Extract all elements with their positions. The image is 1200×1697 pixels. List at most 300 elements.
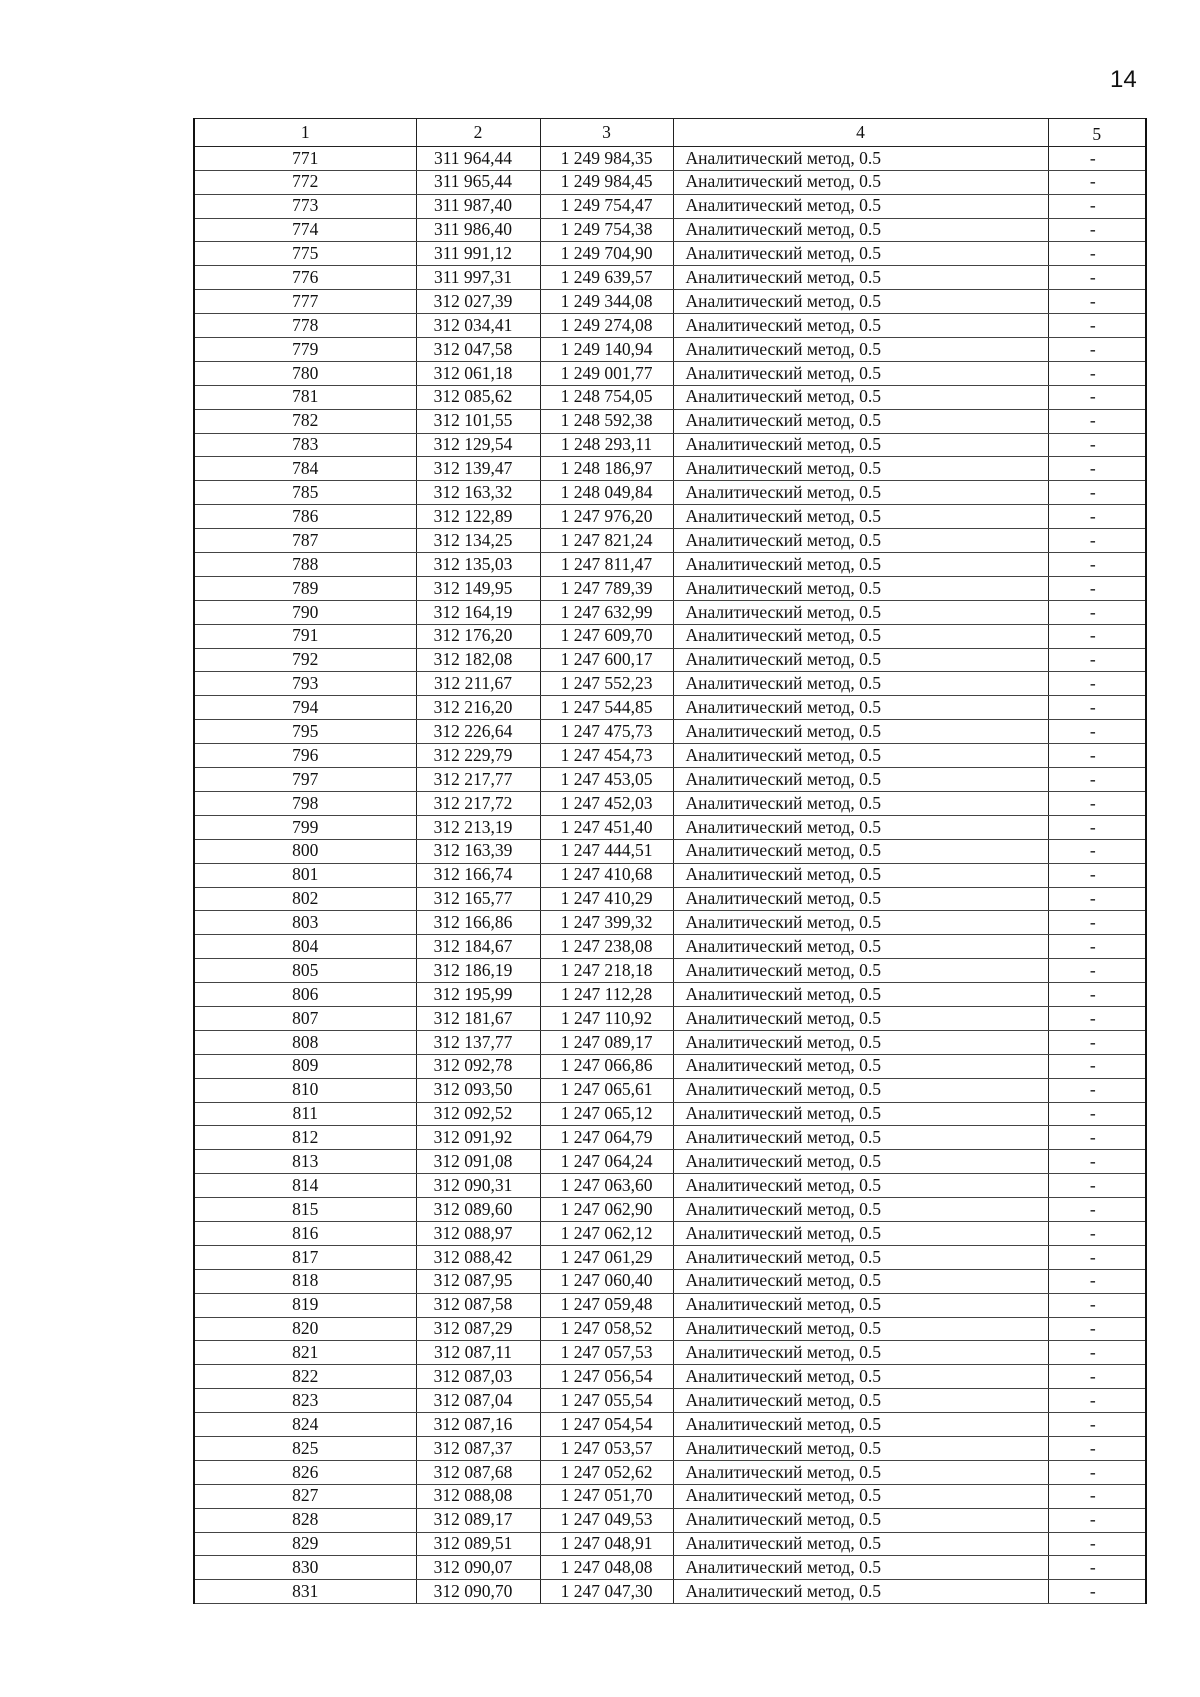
y-coordinate-cell: 1 247 057,53 (540, 1341, 673, 1365)
y-coordinate-cell: 1 247 055,54 (540, 1389, 673, 1413)
method-cell: Аналитический метод, 0.5 (673, 218, 1048, 242)
point-number-cell: 780 (194, 361, 416, 385)
y-coordinate-cell: 1 247 063,60 (540, 1174, 673, 1198)
table-row (194, 648, 1146, 672)
y-coordinate-cell: 1 249 001,77 (540, 361, 673, 385)
point-number-cell: 817 (194, 1245, 416, 1269)
note-cell: - (1048, 1484, 1146, 1508)
point-number-cell: 824 (194, 1413, 416, 1437)
table-row (194, 1174, 1146, 1198)
note-cell: - (1048, 1341, 1146, 1365)
x-coordinate-cell: 312 091,92 (416, 1126, 540, 1150)
x-coordinate-cell: 312 087,29 (416, 1317, 540, 1341)
x-coordinate-cell: 312 186,19 (416, 959, 540, 983)
method-cell: Аналитический метод, 0.5 (673, 1174, 1048, 1198)
x-coordinate-cell: 312 092,52 (416, 1102, 540, 1126)
y-coordinate-cell: 1 249 704,90 (540, 242, 673, 266)
x-coordinate-cell: 311 964,44 (416, 146, 540, 170)
y-coordinate-cell: 1 247 552,23 (540, 672, 673, 696)
y-coordinate-cell: 1 249 984,45 (540, 170, 673, 194)
note-cell: - (1048, 600, 1146, 624)
method-cell: Аналитический метод, 0.5 (673, 361, 1048, 385)
note-cell: - (1048, 242, 1146, 266)
method-cell: Аналитический метод, 0.5 (673, 1389, 1048, 1413)
point-number-cell: 810 (194, 1078, 416, 1102)
point-number-cell: 809 (194, 1054, 416, 1078)
note-cell: - (1048, 338, 1146, 362)
point-number-cell: 794 (194, 696, 416, 720)
point-number-cell: 831 (194, 1580, 416, 1604)
point-number-cell: 772 (194, 170, 416, 194)
note-cell: - (1048, 1150, 1146, 1174)
x-coordinate-cell: 312 101,55 (416, 409, 540, 433)
note-cell: - (1048, 1508, 1146, 1532)
point-number-cell: 803 (194, 911, 416, 935)
point-number-cell: 800 (194, 839, 416, 863)
x-coordinate-cell: 312 087,58 (416, 1293, 540, 1317)
method-cell: Аналитический метод, 0.5 (673, 1030, 1048, 1054)
y-coordinate-cell: 1 249 344,08 (540, 290, 673, 314)
point-number-cell: 827 (194, 1484, 416, 1508)
x-coordinate-cell: 312 087,37 (416, 1436, 540, 1460)
table-row (194, 529, 1146, 553)
y-coordinate-cell: 1 247 058,52 (540, 1317, 673, 1341)
point-number-cell: 792 (194, 648, 416, 672)
x-coordinate-cell: 312 137,77 (416, 1030, 540, 1054)
point-number-cell: 785 (194, 481, 416, 505)
method-cell: Аналитический метод, 0.5 (673, 1413, 1048, 1437)
x-coordinate-cell: 312 163,32 (416, 481, 540, 505)
x-coordinate-cell: 312 085,62 (416, 385, 540, 409)
table-header-row (194, 119, 1146, 147)
method-cell: Аналитический метод, 0.5 (673, 1102, 1048, 1126)
point-number-cell: 789 (194, 576, 416, 600)
y-coordinate-cell: 1 247 089,17 (540, 1030, 673, 1054)
point-number-cell: 773 (194, 194, 416, 218)
x-coordinate-cell: 312 139,47 (416, 457, 540, 481)
x-coordinate-cell: 312 092,78 (416, 1054, 540, 1078)
point-number-cell: 788 (194, 553, 416, 577)
table-row (194, 1341, 1146, 1365)
x-coordinate-cell: 312 195,99 (416, 983, 540, 1007)
note-cell: - (1048, 1365, 1146, 1389)
table-row (194, 457, 1146, 481)
y-coordinate-cell: 1 249 984,35 (540, 146, 673, 170)
table-row (194, 218, 1146, 242)
point-number-cell: 815 (194, 1198, 416, 1222)
note-cell: - (1048, 648, 1146, 672)
x-coordinate-cell: 311 987,40 (416, 194, 540, 218)
x-coordinate-cell: 312 217,72 (416, 791, 540, 815)
x-coordinate-cell: 312 089,51 (416, 1532, 540, 1556)
method-cell: Аналитический метод, 0.5 (673, 791, 1048, 815)
column-header-5: 5 (1048, 119, 1146, 147)
note-cell: - (1048, 1460, 1146, 1484)
point-number-cell: 829 (194, 1532, 416, 1556)
table-row (194, 672, 1146, 696)
note-cell: - (1048, 314, 1146, 338)
method-cell: Аналитический метод, 0.5 (673, 1221, 1048, 1245)
x-coordinate-cell: 312 176,20 (416, 624, 540, 648)
method-cell: Аналитический метод, 0.5 (673, 194, 1048, 218)
note-cell: - (1048, 1126, 1146, 1150)
x-coordinate-cell: 312 047,58 (416, 338, 540, 362)
method-cell: Аналитический метод, 0.5 (673, 696, 1048, 720)
x-coordinate-cell: 312 090,70 (416, 1580, 540, 1604)
point-number-cell: 816 (194, 1221, 416, 1245)
note-cell: - (1048, 1269, 1146, 1293)
x-coordinate-cell: 312 165,77 (416, 887, 540, 911)
x-coordinate-cell: 312 090,31 (416, 1174, 540, 1198)
x-coordinate-cell: 312 134,25 (416, 529, 540, 553)
x-coordinate-cell: 312 087,68 (416, 1460, 540, 1484)
x-coordinate-cell: 312 034,41 (416, 314, 540, 338)
table-row (194, 1460, 1146, 1484)
note-cell: - (1048, 1102, 1146, 1126)
note-cell: - (1048, 1078, 1146, 1102)
method-cell: Аналитический метод, 0.5 (673, 170, 1048, 194)
note-cell: - (1048, 1293, 1146, 1317)
point-number-cell: 781 (194, 385, 416, 409)
table-row (194, 935, 1146, 959)
x-coordinate-cell: 312 211,67 (416, 672, 540, 696)
point-number-cell: 825 (194, 1436, 416, 1460)
table-row (194, 983, 1146, 1007)
method-cell: Аналитический метод, 0.5 (673, 935, 1048, 959)
note-cell: - (1048, 218, 1146, 242)
point-number-cell: 826 (194, 1460, 416, 1484)
x-coordinate-cell: 311 991,12 (416, 242, 540, 266)
method-cell: Аналитический метод, 0.5 (673, 672, 1048, 696)
method-cell: Аналитический метод, 0.5 (673, 1054, 1048, 1078)
y-coordinate-cell: 1 247 059,48 (540, 1293, 673, 1317)
x-coordinate-cell: 312 091,08 (416, 1150, 540, 1174)
table-row (194, 481, 1146, 505)
y-coordinate-cell: 1 247 110,92 (540, 1006, 673, 1030)
x-coordinate-cell: 311 997,31 (416, 266, 540, 290)
table-row (194, 1556, 1146, 1580)
x-coordinate-cell: 312 129,54 (416, 433, 540, 457)
method-cell: Аналитический метод, 0.5 (673, 457, 1048, 481)
note-cell: - (1048, 959, 1146, 983)
point-number-cell: 807 (194, 1006, 416, 1030)
x-coordinate-cell: 312 089,17 (416, 1508, 540, 1532)
note-cell: - (1048, 457, 1146, 481)
point-number-cell: 797 (194, 768, 416, 792)
note-cell: - (1048, 1198, 1146, 1222)
method-cell: Аналитический метод, 0.5 (673, 290, 1048, 314)
table-row (194, 791, 1146, 815)
x-coordinate-cell: 312 184,67 (416, 935, 540, 959)
table-row (194, 863, 1146, 887)
note-cell: - (1048, 696, 1146, 720)
x-coordinate-cell: 312 226,64 (416, 720, 540, 744)
y-coordinate-cell: 1 247 053,57 (540, 1436, 673, 1460)
y-coordinate-cell: 1 247 218,18 (540, 959, 673, 983)
x-coordinate-cell: 312 182,08 (416, 648, 540, 672)
method-cell: Аналитический метод, 0.5 (673, 839, 1048, 863)
note-cell: - (1048, 1580, 1146, 1604)
method-cell: Аналитический метод, 0.5 (673, 146, 1048, 170)
note-cell: - (1048, 553, 1146, 577)
y-coordinate-cell: 1 247 062,12 (540, 1221, 673, 1245)
note-cell: - (1048, 768, 1146, 792)
point-number-cell: 822 (194, 1365, 416, 1389)
y-coordinate-cell: 1 247 451,40 (540, 815, 673, 839)
table-row (194, 768, 1146, 792)
y-coordinate-cell: 1 248 186,97 (540, 457, 673, 481)
method-cell: Аналитический метод, 0.5 (673, 1293, 1048, 1317)
table-row (194, 959, 1146, 983)
x-coordinate-cell: 312 166,74 (416, 863, 540, 887)
table-row (194, 314, 1146, 338)
point-number-cell: 796 (194, 744, 416, 768)
y-coordinate-cell: 1 248 754,05 (540, 385, 673, 409)
column-header-4: 4 (673, 119, 1048, 147)
table-row (194, 385, 1146, 409)
table-row (194, 1054, 1146, 1078)
point-number-cell: 774 (194, 218, 416, 242)
point-number-cell: 820 (194, 1317, 416, 1341)
y-coordinate-cell: 1 248 293,11 (540, 433, 673, 457)
y-coordinate-cell: 1 247 065,61 (540, 1078, 673, 1102)
x-coordinate-cell: 312 090,07 (416, 1556, 540, 1580)
table-row (194, 1006, 1146, 1030)
point-number-cell: 801 (194, 863, 416, 887)
point-number-cell: 804 (194, 935, 416, 959)
x-coordinate-cell: 312 061,18 (416, 361, 540, 385)
note-cell: - (1048, 409, 1146, 433)
note-cell: - (1048, 146, 1146, 170)
method-cell: Аналитический метод, 0.5 (673, 1126, 1048, 1150)
table-row (194, 553, 1146, 577)
point-number-cell: 782 (194, 409, 416, 433)
x-coordinate-cell: 312 216,20 (416, 696, 540, 720)
point-number-cell: 779 (194, 338, 416, 362)
note-cell: - (1048, 791, 1146, 815)
table-row (194, 839, 1146, 863)
x-coordinate-cell: 312 093,50 (416, 1078, 540, 1102)
point-number-cell: 812 (194, 1126, 416, 1150)
method-cell: Аналитический метод, 0.5 (673, 553, 1048, 577)
table-row (194, 1221, 1146, 1245)
table-row (194, 600, 1146, 624)
table-row (194, 1293, 1146, 1317)
x-coordinate-cell: 312 088,08 (416, 1484, 540, 1508)
y-coordinate-cell: 1 247 112,28 (540, 983, 673, 1007)
note-cell: - (1048, 887, 1146, 911)
method-cell: Аналитический метод, 0.5 (673, 1317, 1048, 1341)
y-coordinate-cell: 1 247 410,68 (540, 863, 673, 887)
x-coordinate-cell: 312 164,19 (416, 600, 540, 624)
point-number-cell: 786 (194, 505, 416, 529)
note-cell: - (1048, 529, 1146, 553)
table-row (194, 911, 1146, 935)
note-cell: - (1048, 863, 1146, 887)
note-cell: - (1048, 1317, 1146, 1341)
y-coordinate-cell: 1 247 054,54 (540, 1413, 673, 1437)
x-coordinate-cell: 312 027,39 (416, 290, 540, 314)
table-row (194, 744, 1146, 768)
method-cell: Аналитический метод, 0.5 (673, 433, 1048, 457)
method-cell: Аналитический метод, 0.5 (673, 481, 1048, 505)
point-number-cell: 821 (194, 1341, 416, 1365)
table-row (194, 624, 1146, 648)
method-cell: Аналитический метод, 0.5 (673, 624, 1048, 648)
x-coordinate-cell: 312 088,42 (416, 1245, 540, 1269)
y-coordinate-cell: 1 247 444,51 (540, 839, 673, 863)
point-number-cell: 799 (194, 815, 416, 839)
point-number-cell: 823 (194, 1389, 416, 1413)
point-number-cell: 791 (194, 624, 416, 648)
method-cell: Аналитический метод, 0.5 (673, 1556, 1048, 1580)
method-cell: Аналитический метод, 0.5 (673, 529, 1048, 553)
table-row (194, 1365, 1146, 1389)
note-cell: - (1048, 1436, 1146, 1460)
method-cell: Аналитический метод, 0.5 (673, 1580, 1048, 1604)
note-cell: - (1048, 815, 1146, 839)
note-cell: - (1048, 1221, 1146, 1245)
y-coordinate-cell: 1 247 064,79 (540, 1126, 673, 1150)
y-coordinate-cell: 1 247 049,53 (540, 1508, 673, 1532)
table-row (194, 338, 1146, 362)
y-coordinate-cell: 1 247 051,70 (540, 1484, 673, 1508)
table-row (194, 1317, 1146, 1341)
column-header-2: 2 (416, 119, 540, 147)
x-coordinate-cell: 312 087,04 (416, 1389, 540, 1413)
table-row (194, 1269, 1146, 1293)
method-cell: Аналитический метод, 0.5 (673, 338, 1048, 362)
y-coordinate-cell: 1 247 410,29 (540, 887, 673, 911)
table-row (194, 290, 1146, 314)
x-coordinate-cell: 312 122,89 (416, 505, 540, 529)
point-number-cell: 771 (194, 146, 416, 170)
x-coordinate-cell: 312 213,19 (416, 815, 540, 839)
method-cell: Аналитический метод, 0.5 (673, 768, 1048, 792)
note-cell: - (1048, 1532, 1146, 1556)
note-cell: - (1048, 983, 1146, 1007)
table-row (194, 815, 1146, 839)
y-coordinate-cell: 1 247 632,99 (540, 600, 673, 624)
method-cell: Аналитический метод, 0.5 (673, 242, 1048, 266)
note-cell: - (1048, 1030, 1146, 1054)
point-number-cell: 818 (194, 1269, 416, 1293)
point-number-cell: 790 (194, 600, 416, 624)
table-row (194, 1150, 1146, 1174)
note-cell: - (1048, 1174, 1146, 1198)
note-cell: - (1048, 1556, 1146, 1580)
point-number-cell: 805 (194, 959, 416, 983)
point-number-cell: 808 (194, 1030, 416, 1054)
note-cell: - (1048, 1245, 1146, 1269)
method-cell: Аналитический метод, 0.5 (673, 1150, 1048, 1174)
table-row (194, 1484, 1146, 1508)
method-cell: Аналитический метод, 0.5 (673, 648, 1048, 672)
table-row (194, 696, 1146, 720)
point-number-cell: 793 (194, 672, 416, 696)
table-row (194, 1102, 1146, 1126)
method-cell: Аналитический метод, 0.5 (673, 1365, 1048, 1389)
point-number-cell: 828 (194, 1508, 416, 1532)
table-row (194, 1436, 1146, 1460)
note-cell: - (1048, 1006, 1146, 1030)
point-number-cell: 787 (194, 529, 416, 553)
table-row (194, 146, 1146, 170)
method-cell: Аналитический метод, 0.5 (673, 863, 1048, 887)
method-cell: Аналитический метод, 0.5 (673, 600, 1048, 624)
point-number-cell: 811 (194, 1102, 416, 1126)
method-cell: Аналитический метод, 0.5 (673, 1508, 1048, 1532)
y-coordinate-cell: 1 247 065,12 (540, 1102, 673, 1126)
point-number-cell: 778 (194, 314, 416, 338)
y-coordinate-cell: 1 247 048,08 (540, 1556, 673, 1580)
page-number: 14 (1110, 66, 1137, 93)
x-coordinate-cell: 312 087,16 (416, 1413, 540, 1437)
note-cell: - (1048, 194, 1146, 218)
x-coordinate-cell: 312 166,86 (416, 911, 540, 935)
table-row (194, 361, 1146, 385)
y-coordinate-cell: 1 247 052,62 (540, 1460, 673, 1484)
y-coordinate-cell: 1 247 238,08 (540, 935, 673, 959)
y-coordinate-cell: 1 247 609,70 (540, 624, 673, 648)
table-body (194, 146, 1146, 1603)
method-cell: Аналитический метод, 0.5 (673, 983, 1048, 1007)
table-row (194, 1126, 1146, 1150)
y-coordinate-cell: 1 247 066,86 (540, 1054, 673, 1078)
point-number-cell: 775 (194, 242, 416, 266)
x-coordinate-cell: 312 229,79 (416, 744, 540, 768)
y-coordinate-cell: 1 249 140,94 (540, 338, 673, 362)
point-number-cell: 819 (194, 1293, 416, 1317)
x-coordinate-cell: 311 986,40 (416, 218, 540, 242)
table-row (194, 433, 1146, 457)
table-row (194, 170, 1146, 194)
note-cell: - (1048, 1054, 1146, 1078)
y-coordinate-cell: 1 247 976,20 (540, 505, 673, 529)
y-coordinate-cell: 1 249 274,08 (540, 314, 673, 338)
note-cell: - (1048, 170, 1146, 194)
point-number-cell: 784 (194, 457, 416, 481)
y-coordinate-cell: 1 247 454,73 (540, 744, 673, 768)
note-cell: - (1048, 911, 1146, 935)
method-cell: Аналитический метод, 0.5 (673, 385, 1048, 409)
table-row (194, 242, 1146, 266)
y-coordinate-cell: 1 248 049,84 (540, 481, 673, 505)
method-cell: Аналитический метод, 0.5 (673, 409, 1048, 433)
y-coordinate-cell: 1 247 544,85 (540, 696, 673, 720)
y-coordinate-cell: 1 247 811,47 (540, 553, 673, 577)
x-coordinate-cell: 312 181,67 (416, 1006, 540, 1030)
point-number-cell: 783 (194, 433, 416, 457)
method-cell: Аналитический метод, 0.5 (673, 266, 1048, 290)
table-row (194, 1030, 1146, 1054)
method-cell: Аналитический метод, 0.5 (673, 314, 1048, 338)
y-coordinate-cell: 1 247 048,91 (540, 1532, 673, 1556)
point-number-cell: 814 (194, 1174, 416, 1198)
column-header-3: 3 (540, 119, 673, 147)
table-row (194, 720, 1146, 744)
y-coordinate-cell: 1 247 821,24 (540, 529, 673, 553)
method-cell: Аналитический метод, 0.5 (673, 815, 1048, 839)
point-number-cell: 802 (194, 887, 416, 911)
table-row (194, 266, 1146, 290)
method-cell: Аналитический метод, 0.5 (673, 1460, 1048, 1484)
note-cell: - (1048, 744, 1146, 768)
y-coordinate-cell: 1 247 056,54 (540, 1365, 673, 1389)
table-row (194, 1580, 1146, 1604)
y-coordinate-cell: 1 249 639,57 (540, 266, 673, 290)
table-row (194, 409, 1146, 433)
